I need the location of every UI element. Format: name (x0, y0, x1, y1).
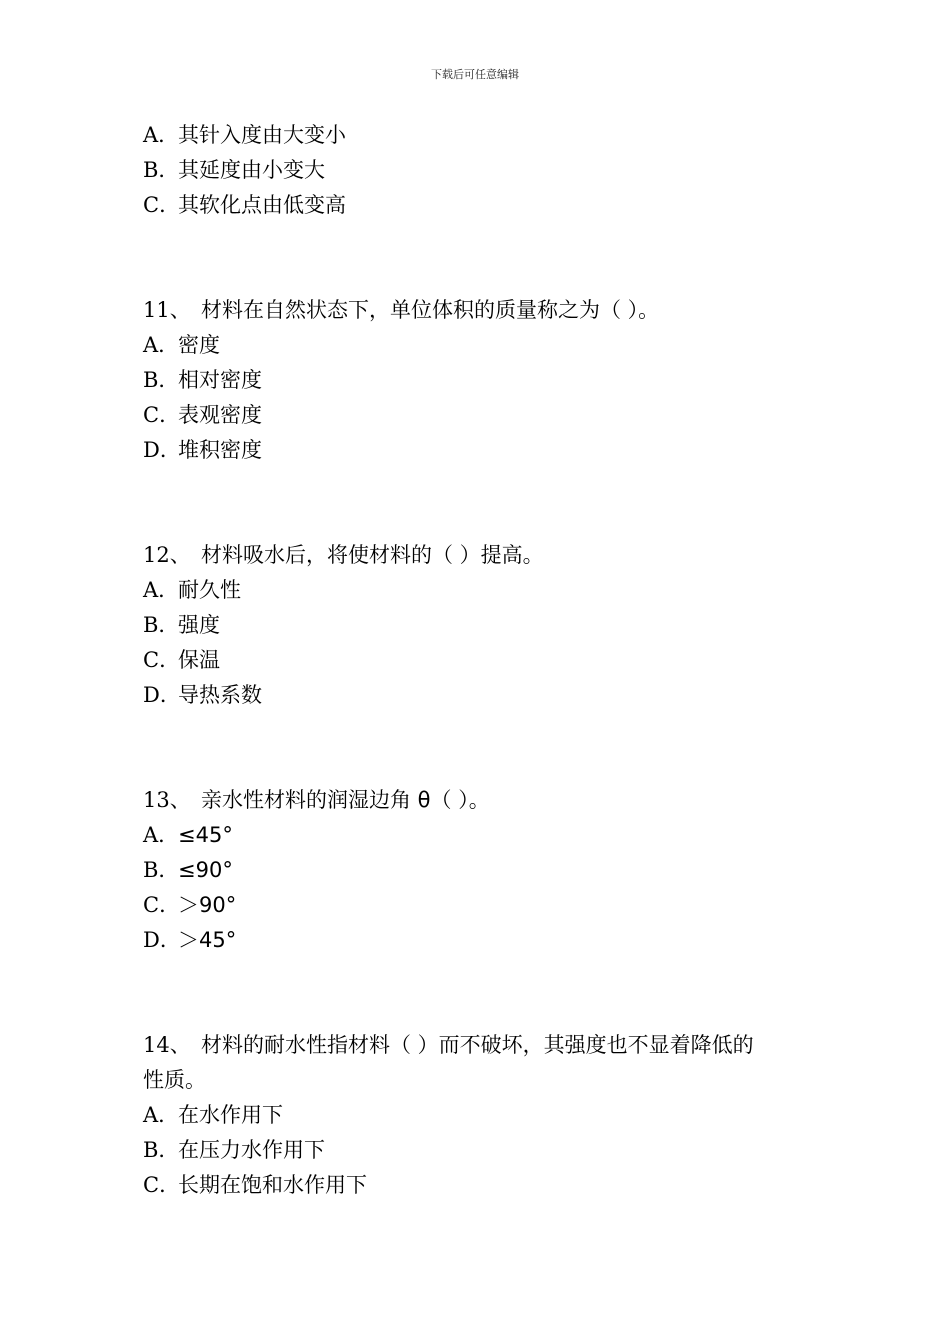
option-label: C． (143, 1173, 181, 1197)
option-label: B． (143, 613, 180, 637)
question-13-stem (143, 783, 823, 818)
question-number: 14、 (143, 1033, 191, 1057)
question-text: 亲水性材料的润湿边角 θ（ ）。 (201, 788, 490, 812)
option-text: 其延度由小变大 (178, 158, 325, 182)
option-text: 导热系数 (178, 683, 262, 707)
option-text: 强度 (178, 613, 220, 637)
option-q12-b (143, 608, 823, 643)
option-text: ≤45° (178, 823, 233, 847)
option-label: B． (143, 1138, 180, 1162)
option-q14-b (143, 1133, 823, 1168)
question-text: 材料吸水后，将使材料的（ ）提高。 (201, 543, 544, 567)
option-q13-d (143, 923, 823, 958)
option-label: D． (143, 438, 181, 462)
option-text: 密度 (178, 333, 220, 357)
question-text: 材料在自然状态下，单位体积的质量称之为（ ）。 (201, 298, 660, 322)
option-text: 其针入度由大变小 (178, 123, 346, 147)
option-label: A． (143, 823, 180, 847)
option-text: 在水作用下 (178, 1103, 283, 1127)
option-q14-c (143, 1168, 823, 1203)
option-label: A． (143, 578, 180, 602)
question-11-stem (143, 293, 823, 328)
option-text: 相对密度 (178, 368, 262, 392)
option-q10-c (143, 188, 823, 223)
option-text: 保温 (178, 648, 220, 672)
option-text: ＞90° (178, 893, 237, 917)
option-label: D． (143, 928, 181, 952)
option-q11-c (143, 398, 823, 433)
option-label: D． (143, 683, 181, 707)
option-q14-a (143, 1098, 823, 1133)
option-label: C． (143, 648, 181, 672)
question-number: 13、 (143, 788, 191, 812)
question-text: 材料的耐水性指材料（ ）而不破坏，其强度也不显着降低的 (201, 1033, 754, 1057)
option-q12-c (143, 643, 823, 678)
option-label: B． (143, 858, 180, 882)
option-q11-d (143, 433, 823, 468)
option-label: A． (143, 1103, 180, 1127)
question-12-stem (143, 538, 823, 573)
option-text: ≤90° (178, 858, 233, 882)
question-text: 性质。 (143, 1068, 206, 1092)
option-text: 长期在饱和水作用下 (178, 1173, 367, 1197)
option-q13-a (143, 818, 823, 853)
option-label: B． (143, 158, 180, 182)
option-q12-d (143, 678, 823, 713)
option-text: 表观密度 (178, 403, 262, 427)
option-q11-a (143, 328, 823, 363)
question-14-stem (143, 1028, 823, 1063)
option-q10-a (143, 118, 823, 153)
page-header: 下载后可任意编辑 (431, 68, 519, 81)
option-label: A． (143, 123, 180, 147)
option-label: C． (143, 893, 181, 917)
option-label: C． (143, 193, 181, 217)
option-q13-b (143, 853, 823, 888)
question-14-stem-continued (143, 1063, 823, 1098)
option-text: 在压力水作用下 (178, 1138, 325, 1162)
option-q10-b (143, 153, 823, 188)
option-text: ＞45° (178, 928, 237, 952)
option-q12-a (143, 573, 823, 608)
option-label: A． (143, 333, 180, 357)
option-q11-b (143, 363, 823, 398)
option-q13-c (143, 888, 823, 923)
option-label: C． (143, 403, 181, 427)
option-text: 堆积密度 (178, 438, 262, 462)
question-number: 12、 (143, 543, 191, 567)
option-text: 耐久性 (178, 578, 241, 602)
option-label: B． (143, 368, 180, 392)
question-number: 11、 (143, 298, 191, 322)
option-text: 其软化点由低变高 (178, 193, 346, 217)
